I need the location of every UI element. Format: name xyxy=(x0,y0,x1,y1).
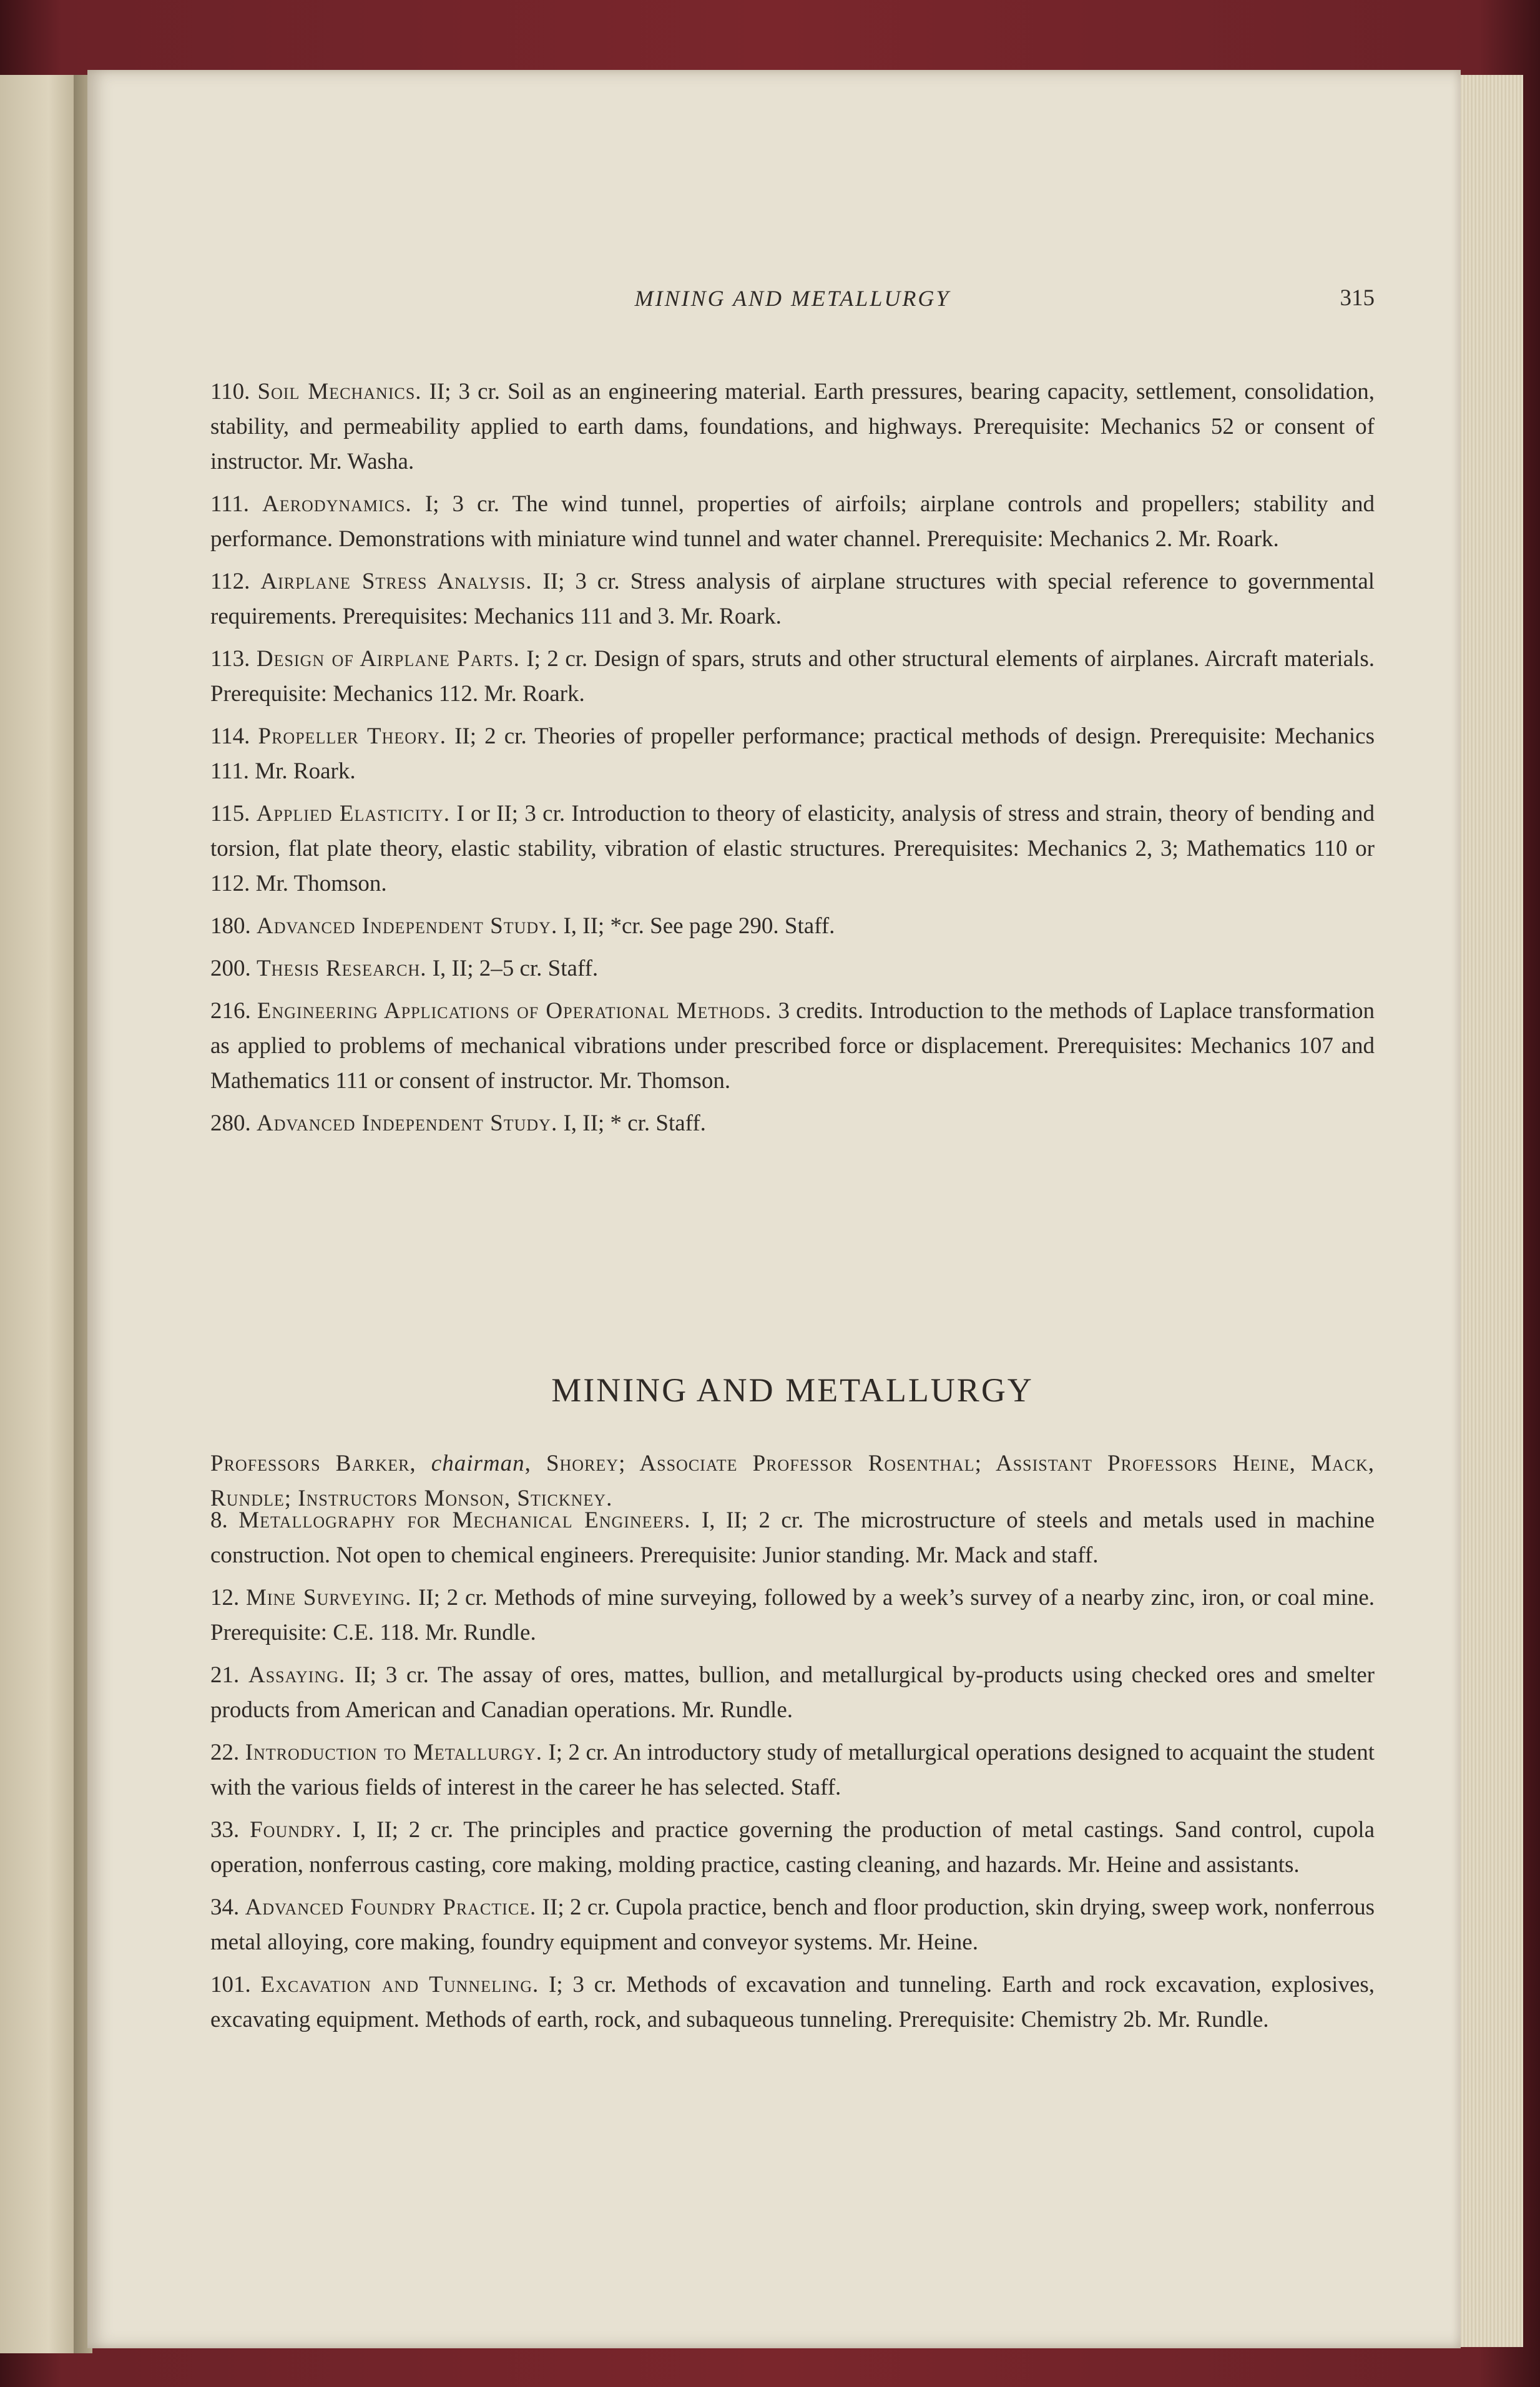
course-description: I, II; 2–5 cr. Staff. xyxy=(426,956,599,981)
course-entry xyxy=(210,909,1375,944)
course-entry xyxy=(210,1735,1375,1805)
course-title: Soil Mechanics. xyxy=(257,379,422,404)
course-list-continued xyxy=(210,375,1375,1149)
course-number: 21. xyxy=(210,1662,240,1688)
course-entry xyxy=(210,564,1375,634)
course-list-section xyxy=(210,1503,1375,2045)
previous-page-edge xyxy=(0,75,81,2353)
course-description: II; 3 cr. Soil as an engineering material. Earth pressures, bearing capacity, settlement, consolidation, stability, and permeability applied to earth dams, foundations, and highways. Prerequisite: Mechanics 52 or consent of instructor. Mr. Washa. xyxy=(210,379,1375,474)
course-description: I or II; 3 cr. Introduction to theory of elasticity, analysis of stress and strain, theory of bending and torsion, flat plate theory, elastic stability, vibration of elastic structures. Prerequisites: Mechanics 2, 3; Mathematics 110 or 112. Mr. Thomson. xyxy=(210,801,1375,896)
course-title: Advanced Independent Study. xyxy=(257,913,558,939)
course-title: Mine Surveying. xyxy=(245,1585,412,1610)
running-head-title: MINING AND METALLURGY xyxy=(634,286,951,311)
course-entry xyxy=(210,1968,1375,2037)
course-title: Metallography for Mechanical Engineers. xyxy=(238,1507,691,1533)
course-number: 115. xyxy=(210,801,250,826)
section-heading: MINING AND METALLURGY xyxy=(551,1371,1034,1409)
course-entry xyxy=(210,951,1375,986)
course-entry xyxy=(210,1813,1375,1883)
course-title: Introduction to Metallurgy. xyxy=(245,1740,542,1765)
course-description: II; 2 cr. Methods of mine surveying, followed by a week’s survey of a nearby zinc, iron, or coal mine. Prerequisite: C.E. 118. Mr. Rundle. xyxy=(210,1585,1375,1645)
course-description: I, II; * cr. Staff. xyxy=(557,1110,706,1136)
course-title: Engineering Applications of Operational Methods. xyxy=(257,998,772,1024)
course-entry xyxy=(210,487,1375,557)
course-entry xyxy=(210,796,1375,901)
faculty-professors: Professors Barker, xyxy=(210,1451,431,1476)
course-description: II; 3 cr. Stress analysis of airplane structures with special reference to governmental requirements. Prerequisites: Mechanics 111 and 3. Mr. Roark. xyxy=(210,569,1375,629)
course-entry xyxy=(210,375,1375,479)
course-title: Foundry. xyxy=(250,1817,342,1843)
course-description: I; 3 cr. Methods of excavation and tunneling. Earth and rock excavation, explosives, excavating equipment. Methods of earth, rock, and subaqueous tunneling. Prerequisite: Chemistry 2b. Mr. Rundle. xyxy=(210,1972,1375,2032)
course-number: 101. xyxy=(210,1972,251,1997)
course-entry xyxy=(210,994,1375,1099)
course-description: I, II; 2 cr. The principles and practice governing the production of metal castings. Sand control, cupola operation, nonferrous casting, core making, molding practice, casting cleaning, and hazards. Mr. Heine and assistants. xyxy=(210,1817,1375,1878)
course-number: 216. xyxy=(210,998,251,1024)
course-title: Design of Airplane Parts. xyxy=(256,646,520,672)
course-description: I; 2 cr. An introductory study of metallurgical operations designed to acquaint the student with the various fields of interest in the career he has selected. Staff. xyxy=(210,1740,1375,1800)
course-number: 280. xyxy=(210,1110,251,1136)
course-description: I, II; 2 cr. The microstructure of steels and metals used in machine construction. Not open to chemical engineers. Prerequisite: Junior standing. Mr. Mack and staff. xyxy=(210,1507,1375,1568)
faculty-chairman-role: chairman xyxy=(431,1451,525,1476)
course-title: Propeller Theory. xyxy=(258,723,446,749)
course-description: II; 3 cr. The assay of ores, mattes, bullion, and metallurgical by-products using checked ores and smelter products from American and Canadian operations. Mr. Rundle. xyxy=(210,1662,1375,1723)
course-title: Airplane Stress Analysis. xyxy=(260,569,532,594)
course-entry xyxy=(210,1890,1375,1960)
course-number: 180. xyxy=(210,913,251,939)
course-title: Assaying. xyxy=(248,1662,346,1688)
course-description: I; 3 cr. The wind tunnel, properties of airfoils; airplane controls and propellers; stability and performance. Demonstrations with miniature wind tunnel and water channel. Prerequisite: Mechanics 2. Mr. Roark. xyxy=(210,491,1375,552)
course-number: 200. xyxy=(210,956,251,981)
course-number: 34. xyxy=(210,1894,240,1920)
course-number: 110. xyxy=(210,379,250,404)
course-description: I; 2 cr. Design of spars, struts and other structural elements of airplanes. Aircraft materials. Prerequisite: Mechanics 112. Mr. Roark. xyxy=(210,646,1375,707)
course-entry xyxy=(210,1658,1375,1728)
course-number: 12. xyxy=(210,1585,240,1610)
course-number: 22. xyxy=(210,1740,240,1765)
page-block-edge xyxy=(1461,75,1523,2347)
course-description: I, II; *cr. See page 290. Staff. xyxy=(557,913,835,939)
course-entry xyxy=(210,1106,1375,1141)
course-entry xyxy=(210,719,1375,789)
book-page xyxy=(87,70,1461,2348)
course-title: Thesis Research. xyxy=(257,956,427,981)
course-title: Aerodynamics. xyxy=(262,491,412,517)
course-title: Advanced Independent Study. xyxy=(257,1110,558,1136)
running-head xyxy=(210,276,1375,313)
course-title: Excavation and Tunneling. xyxy=(260,1972,539,1997)
course-entry xyxy=(210,1581,1375,1650)
course-description: II; 2 cr. Theories of propeller performance; practical methods of design. Prerequisite: Mechanics 111. Mr. Roark. xyxy=(210,723,1375,784)
page-number: 315 xyxy=(1340,285,1375,311)
course-number: 113. xyxy=(210,646,250,672)
course-number: 114. xyxy=(210,723,250,749)
course-description: II; 2 cr. Cupola practice, bench and floor production, skin drying, sweep work, nonferrous metal alloying, core making, foundry equipment and conveyor systems. Mr. Heine. xyxy=(210,1894,1375,1955)
course-number: 112. xyxy=(210,569,250,594)
faculty-others: , Shorey; Associate Professor Rosenthal; Assistant Professors Heine, Mack, Rundle; Instructors Monson, Stickney. xyxy=(210,1451,1375,1511)
course-description: 3 credits. Introduction to the methods of Laplace transformation as applied to problems of mechanical vibrations under prescribed force or displacement. Prerequisites: Mechanics 107 and Mathematics 111 or consent of instructor. Mr. Thomson. xyxy=(210,998,1375,1094)
course-entry xyxy=(210,642,1375,712)
course-number: 33. xyxy=(210,1817,240,1843)
course-number: 8. xyxy=(210,1507,228,1533)
course-title: Applied Elasticity. xyxy=(256,801,451,826)
course-number: 111. xyxy=(210,491,250,517)
course-entry xyxy=(210,1503,1375,1573)
course-title: Advanced Foundry Practice. xyxy=(245,1894,537,1920)
